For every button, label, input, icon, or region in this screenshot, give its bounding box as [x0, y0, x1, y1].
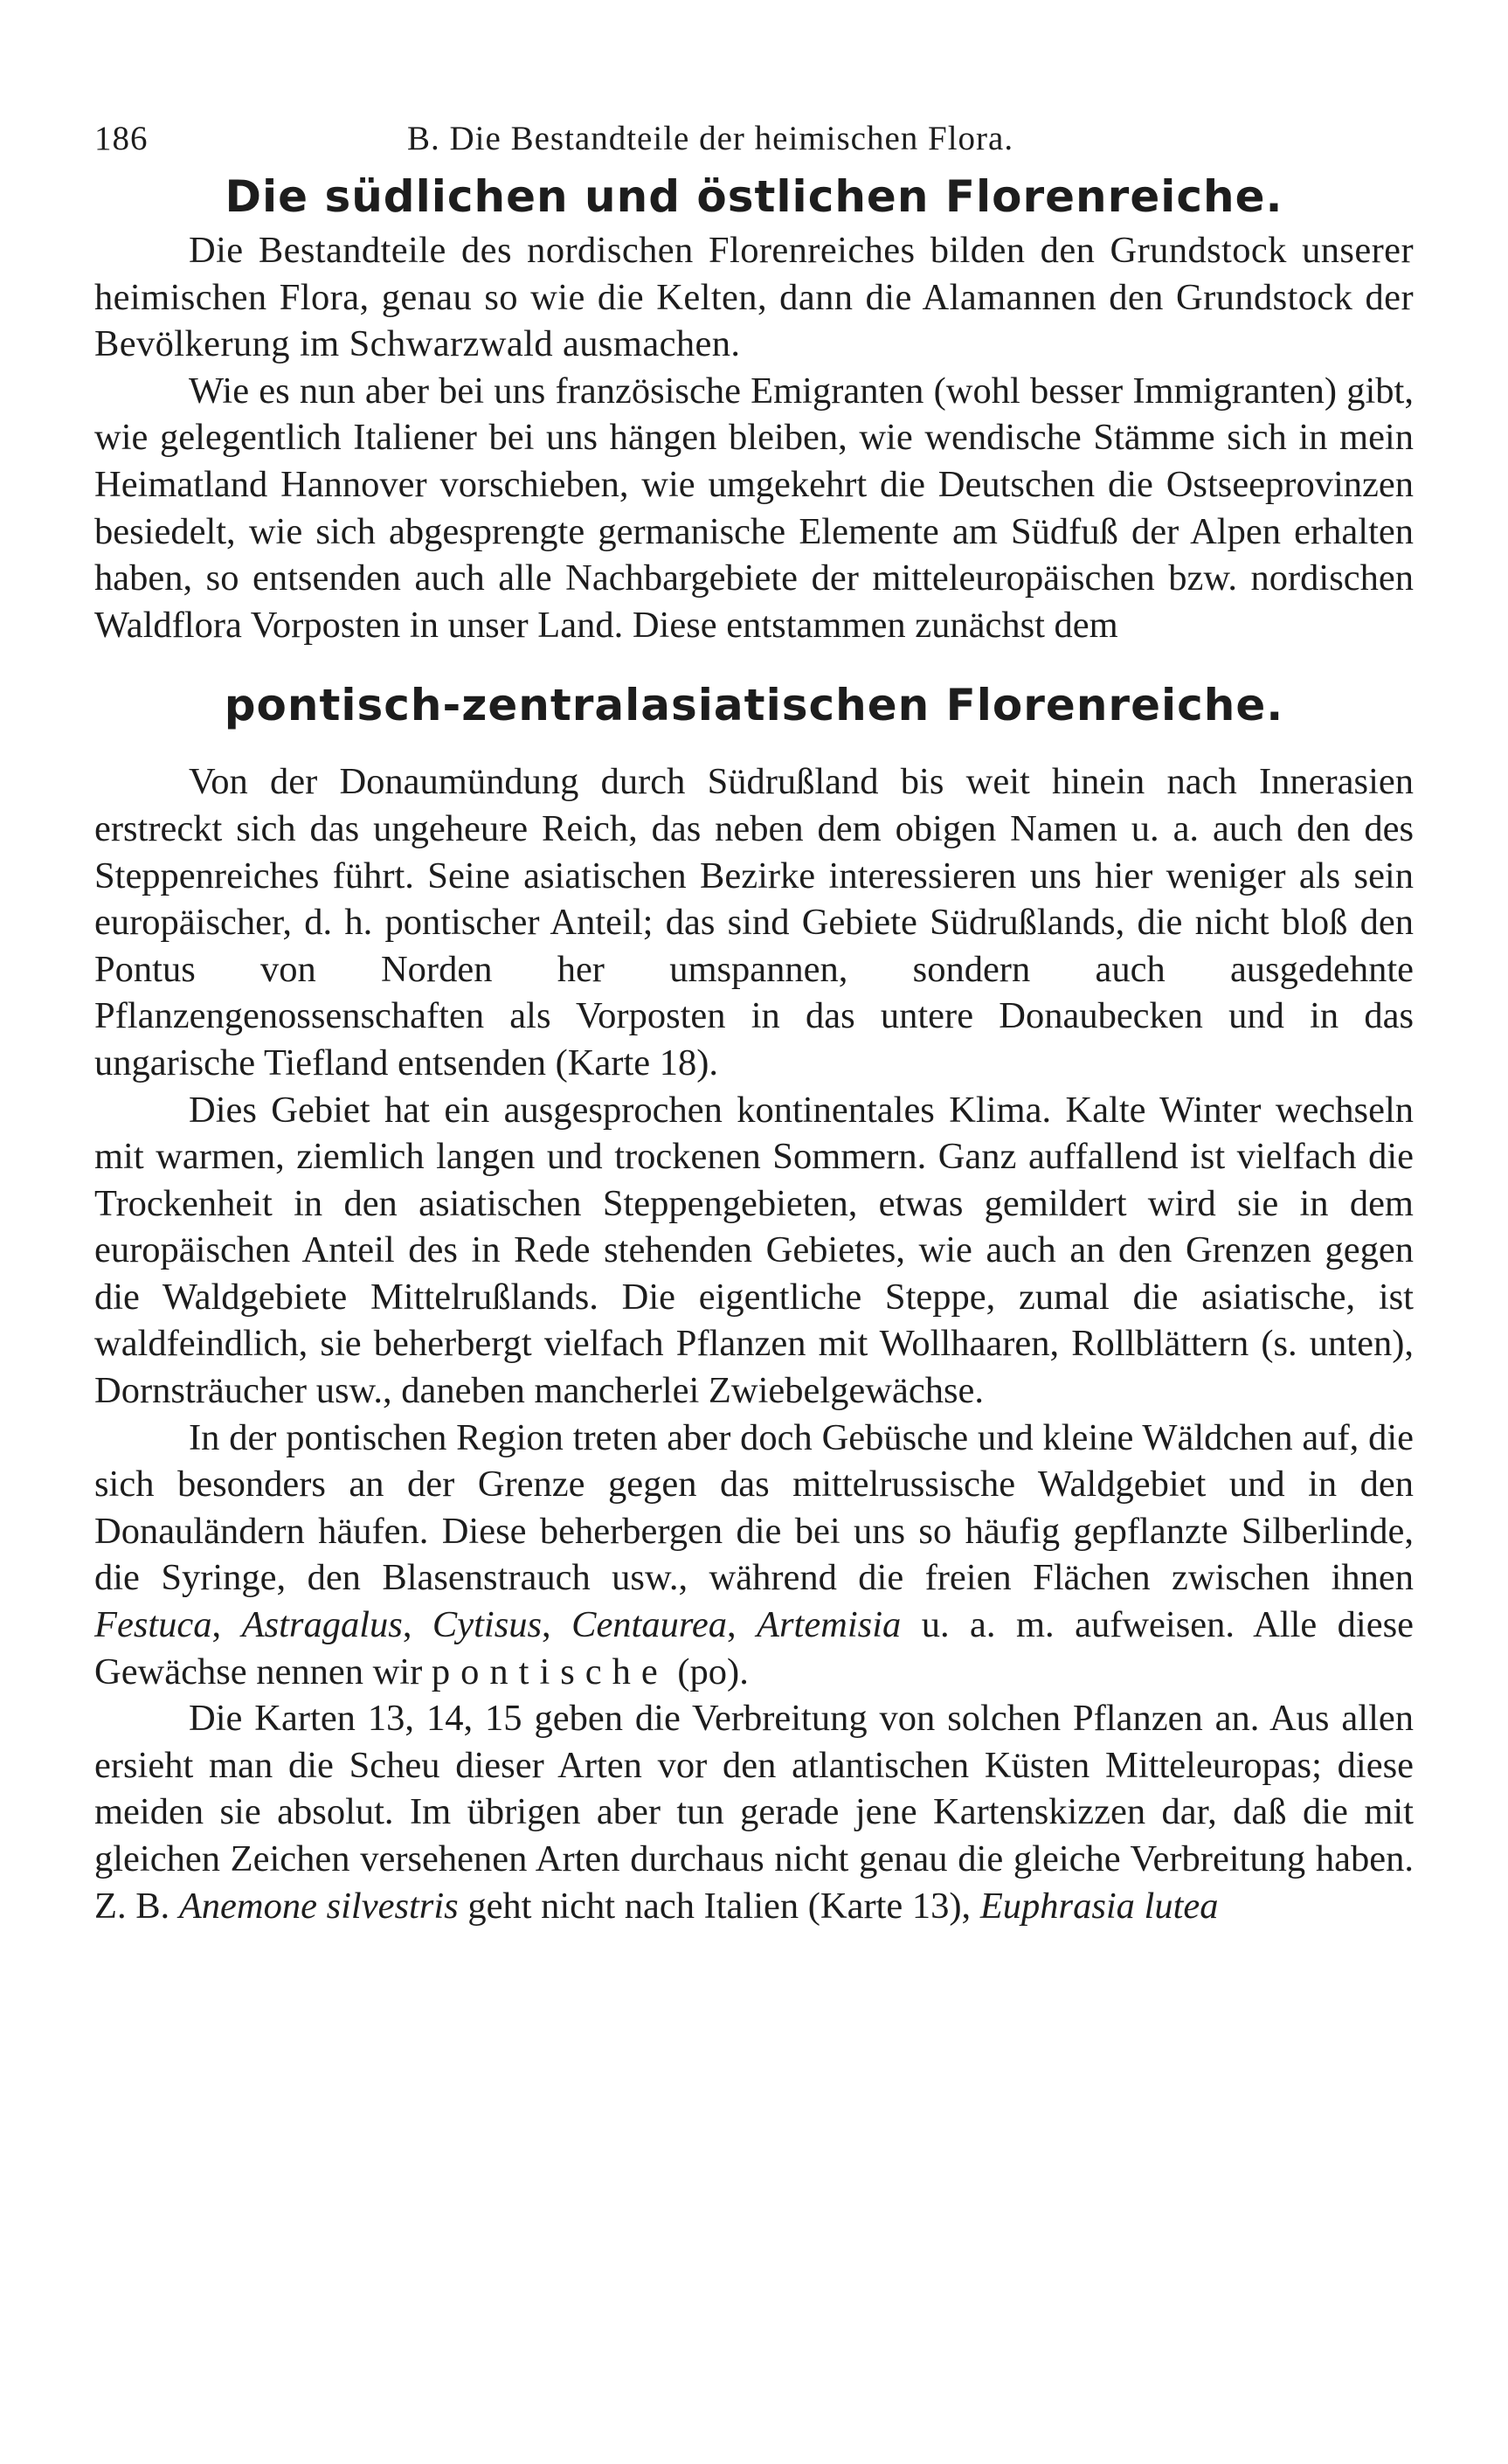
paragraph-text: Die Karten 13, 14, 15 geben die Verbreitung von solchen Pflanzen an. Aus allen ersieht man die Scheu dieser Arten vor den atlantischen Küsten Mitteleuropas; diese meiden sie absolut. Im übrigen aber tun gerade jene Kartenskizzen dar, daß die mit gleichen Zeichen versehenen Arten durchaus nicht genau die gleiche Verbreitung haben. Z. B. [94, 1698, 1414, 1927]
paragraph-pontic-realm: Von der Donaumündung durch Südrußland bis weit hinein nach Innerasien erstreckt sich das ungeheure Reich, das neben dem obigen Namen u. a. auch den des Steppenreiches führt. Seine asiatischen Bezirke interessieren uns hier weniger als sein europäischer, d. h. pontischer Anteil; das sind Gebiete Südrußlands, die nicht bloß den Pontus von Norden her umspannen, sondern auch ausgedehnte Pflanzengenossenschaften als Vorposten in das untere Donaubecken und in das ungarische Tiefland entsenden (Karte 18). [94, 761, 1414, 1083]
separator: , [726, 1604, 757, 1646]
separator: , [542, 1604, 572, 1646]
term-pontische: pontische [431, 1651, 668, 1692]
species-name: Euphrasia lutea [979, 1885, 1219, 1927]
abbreviation-po: (po) [677, 1651, 740, 1692]
species-name: Festuca [94, 1604, 212, 1646]
paragraph-text: geht nicht nach Italien (Karte 13), [458, 1885, 980, 1927]
running-title: B. Die Bestandteile der heimischen Flora. [407, 120, 1014, 157]
species-name: Anemone silvestris [178, 1885, 459, 1927]
species-name: Cytisus [432, 1604, 543, 1646]
running-head [94, 114, 1414, 163]
paragraph-pontic-region [94, 1415, 1414, 1696]
paragraph-immigrants: Wie es nun aber bei uns französische Emigranten (wohl besser Immigranten) gibt, wie gelegentlich Italiener bei uns hängen bleiben, wie wendische Stämme sich in mein Heimatland Hannover vorschieben, wie umgekehrt die Deutschen die Ostseeprovinzen besiedelt, wie sich abgesprengte germanische Elemente am Südfuß der Alpen erhalten haben, so entsenden auch alle Nachbargebiete der mitteleuropäischen bzw. nordischen Waldflora Vorposten in unser Land. Diese entstammen zunächst dem [94, 370, 1414, 646]
species-name: Artemisia [757, 1604, 902, 1646]
separator: , [211, 1604, 242, 1646]
paragraph-maps [94, 1695, 1414, 1929]
section-heading-pontic: pontisch-zentralasiatischen Florenreiche. [224, 680, 1284, 731]
paragraph-end: . [739, 1651, 749, 1692]
paragraph-text: In der pontischen Region treten aber doch Gebüsche und kleine Wäldchen auf, die sich besonders an der Grenze gegen das mittelrussische Waldgebiet und in den Donauländern häufen. Diese beherbergen die bei uns so häufig gepflanzte Silberlinde, die Syringe, den Blasenstrauch usw., während die freien Flächen zwischen ihnen [94, 1416, 1414, 1599]
section-heading-southern-eastern: Die südlichen und östlichen Florenreiche. [225, 171, 1283, 222]
paragraph-climate: Dies Gebiet hat ein ausgesprochen kontinentales Klima. Kalte Winter wechseln mit warmen, ziemlich langen und trockenen Sommern. Ganz auffallend ist vielfach die Trockenheit in den asiatischen Steppengebieten, etwas gemildert wird sie in dem europäischen Anteil des in Rede stehenden Gebietes, wie auch an den Grenzen gegen die Waldgebiete Mittelrußlands. Die eigentliche Steppe, zumal die asiatische, ist waldfeindlich, sie beherbergt vielfach Pflanzen mit Wollhaaren, Rollblättern (s. unten), Dornsträucher usw., daneben mancherlei Zwiebelgewächse. [94, 1089, 1414, 1412]
species-name: Centaurea [571, 1604, 727, 1646]
paragraph-nordic-base: Die Bestandteile des nordischen Florenreiches bilden den Grundstock unserer heimischen Flora, genau so wie die Kelten, dann die Alamannen den Grundstock der Bevölkerung im Schwarzwald ausmachen. [94, 230, 1414, 365]
paragraph-text: u. a. m. aufweisen. Alle diese Gewächse nennen wir [94, 1604, 1415, 1692]
species-name: Astragalus [241, 1604, 403, 1646]
page-number: 186 [94, 120, 149, 157]
separator: , [402, 1604, 432, 1646]
book-page [94, 114, 1414, 1929]
